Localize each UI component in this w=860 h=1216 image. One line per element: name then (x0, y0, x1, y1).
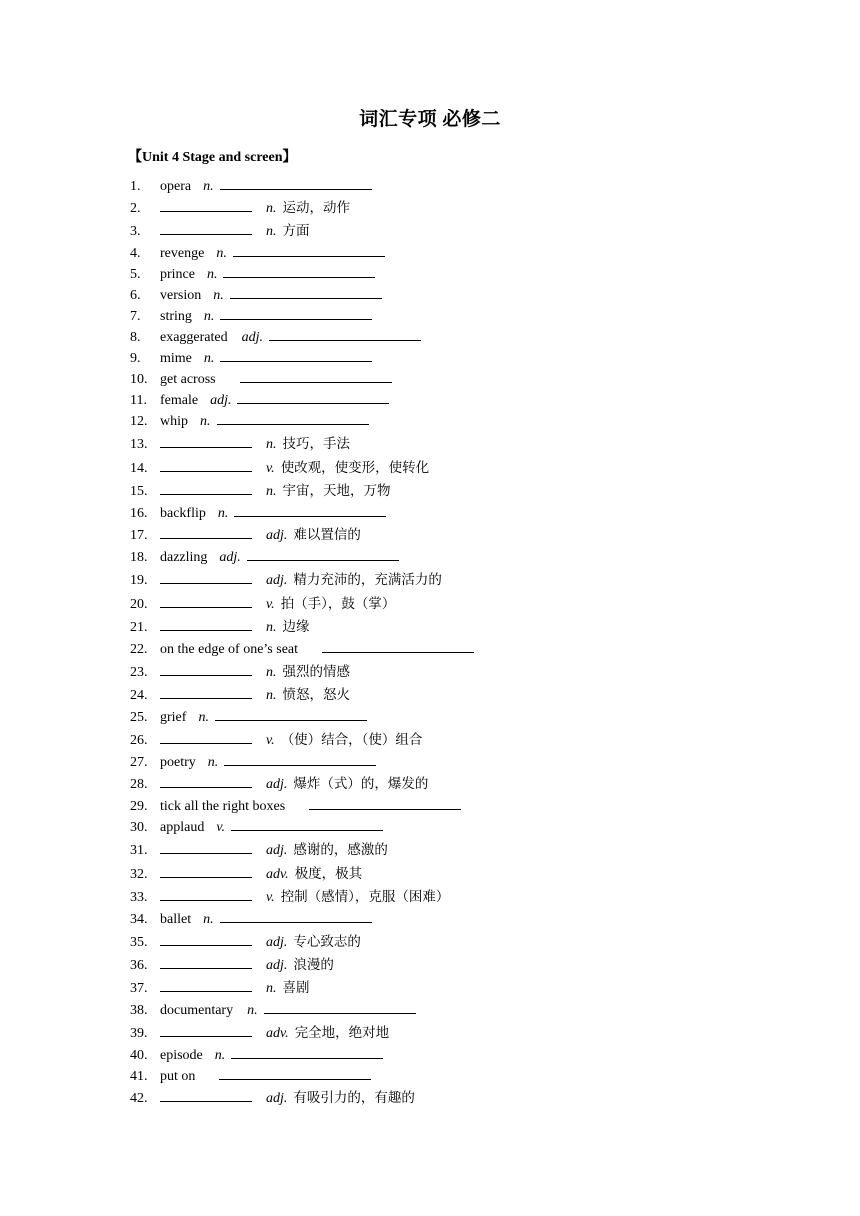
chinese-meaning: 专心致志的 (293, 934, 361, 950)
part-of-speech: n. (266, 620, 277, 635)
answer-blank[interactable] (160, 944, 252, 946)
vocab-item (130, 886, 830, 909)
part-of-speech: n. (203, 179, 214, 194)
part-of-speech: adj. (266, 843, 288, 858)
vocab-word: episode (160, 1048, 203, 1063)
part-of-speech: n. (203, 351, 215, 366)
chinese-meaning: 精力充沛的，充满活力的 (293, 572, 442, 588)
vocab-item (130, 930, 830, 954)
vocab-word: get across (160, 372, 216, 387)
chinese-meaning: 拍（手），鼓（掌） (280, 596, 396, 612)
answer-blank[interactable] (224, 764, 376, 766)
vocab-word: prince (160, 267, 195, 282)
chinese-meaning: 有吸引力的，有趣的 (293, 1090, 415, 1106)
answer-blank[interactable] (220, 921, 372, 923)
chinese-meaning: （使）结合，（使）组合 (280, 732, 423, 748)
answer-blank[interactable] (220, 318, 372, 320)
vocab-item (130, 1087, 830, 1110)
item-number: 42. (130, 1091, 148, 1106)
part-of-speech: adj. (219, 550, 241, 565)
item-number: 14. (130, 461, 148, 476)
chinese-meaning: 喜剧 (282, 980, 310, 996)
item-number: 21. (130, 620, 148, 635)
item-number: 2. (130, 201, 141, 216)
item-number: 22. (130, 642, 148, 657)
item-number: 13. (130, 437, 148, 452)
vocab-item (130, 456, 830, 480)
answer-blank[interactable] (160, 470, 252, 472)
part-of-speech: adv. (266, 867, 289, 882)
vocab-item (130, 243, 830, 264)
answer-blank[interactable] (160, 537, 252, 539)
answer-blank[interactable] (217, 423, 369, 425)
chinese-meaning: 强烈的情感 (282, 664, 350, 680)
vocab-item (130, 796, 830, 817)
vocabulary-list (130, 176, 830, 1110)
answer-blank[interactable] (233, 255, 385, 257)
answer-blank[interactable] (160, 210, 252, 212)
part-of-speech: adj. (210, 393, 232, 408)
item-number: 12. (130, 414, 148, 429)
answer-blank[interactable] (160, 582, 252, 584)
vocab-item (130, 862, 830, 886)
item-number: 7. (130, 309, 141, 324)
part-of-speech: v. (266, 890, 275, 905)
vocab-word: revenge (160, 246, 205, 261)
item-number: 5. (130, 267, 141, 282)
item-number: 25. (130, 710, 148, 725)
item-number: 11. (130, 393, 147, 408)
vocab-word: poetry (160, 755, 196, 770)
part-of-speech: v. (216, 820, 226, 835)
vocab-item (130, 616, 830, 639)
chinese-meaning: 运动，动作 (282, 200, 350, 216)
item-number: 28. (130, 777, 148, 792)
vocab-item (130, 547, 830, 568)
item-number: 24. (130, 688, 148, 703)
vocab-item (130, 752, 830, 773)
vocab-word: version (160, 288, 202, 303)
vocab-item (130, 285, 830, 306)
vocab-item (130, 817, 830, 838)
vocab-item (130, 660, 830, 684)
vocab-word: backflip (160, 506, 206, 521)
vocab-word: grief (160, 710, 187, 725)
part-of-speech: n. (206, 267, 218, 282)
answer-blank[interactable] (231, 1057, 383, 1059)
vocab-item (130, 728, 830, 752)
answer-blank[interactable] (231, 829, 383, 831)
part-of-speech: adj. (266, 528, 288, 543)
answer-blank[interactable] (247, 559, 399, 561)
part-of-speech: n. (266, 437, 277, 452)
answer-blank[interactable] (160, 990, 252, 992)
answer-blank[interactable] (160, 233, 252, 235)
part-of-speech: adj. (266, 777, 288, 792)
item-number: 16. (130, 506, 148, 521)
vocab-item (130, 773, 830, 796)
chinese-meaning: 宇宙，天地，万物 (282, 483, 391, 499)
item-number: 23. (130, 665, 148, 680)
item-number: 32. (130, 867, 148, 882)
chinese-meaning: 难以置信的 (293, 527, 361, 543)
vocab-item (130, 909, 830, 930)
vocab-item (130, 954, 830, 977)
item-number: 8. (130, 330, 141, 345)
vocab-word: mime (160, 351, 192, 366)
chinese-meaning: 控制（感情），克服（困难） (280, 889, 450, 905)
item-number: 18. (130, 550, 148, 565)
item-number: 36. (130, 958, 148, 973)
answer-blank[interactable] (269, 339, 421, 341)
vocab-word: put on (160, 1069, 196, 1084)
vocab-item (130, 327, 830, 348)
vocab-item (130, 369, 830, 390)
vocab-item (130, 503, 830, 524)
item-number: 6. (130, 288, 141, 303)
part-of-speech: n. (207, 755, 219, 770)
item-number: 15. (130, 484, 148, 499)
answer-blank[interactable] (219, 1078, 371, 1080)
vocab-item (130, 684, 830, 707)
vocab-word: tick all the right boxes (160, 799, 286, 814)
answer-blank[interactable] (160, 674, 252, 676)
part-of-speech: v. (266, 461, 275, 476)
item-number: 37. (130, 981, 148, 996)
vocab-item (130, 838, 830, 862)
part-of-speech: n. (266, 201, 277, 216)
vocab-word: opera (160, 179, 192, 194)
chinese-meaning: 技巧，手法 (282, 436, 350, 452)
answer-blank[interactable] (223, 276, 375, 278)
item-number: 20. (130, 597, 148, 612)
vocab-item (130, 480, 830, 503)
vocab-word: ballet (160, 912, 192, 927)
answer-blank[interactable] (160, 899, 252, 901)
chinese-meaning: 边缘 (282, 619, 310, 635)
part-of-speech: n. (247, 1003, 258, 1018)
item-number: 3. (130, 224, 141, 239)
item-number: 1. (130, 179, 141, 194)
vocab-item (130, 1000, 830, 1021)
item-number: 10. (130, 372, 148, 387)
item-number: 27. (130, 755, 148, 770)
answer-blank[interactable] (160, 876, 252, 878)
vocab-item (130, 197, 830, 220)
vocab-item (130, 977, 830, 1000)
item-number: 30. (130, 820, 148, 835)
vocab-item (130, 432, 830, 456)
chinese-meaning: 浪漫的 (293, 957, 334, 973)
answer-blank[interactable] (240, 381, 392, 383)
answer-blank[interactable] (160, 852, 252, 854)
chinese-meaning: 使改观，使变形，使转化 (280, 460, 430, 476)
part-of-speech: n. (200, 414, 211, 429)
vocab-item (130, 348, 830, 369)
vocab-word: string (160, 309, 192, 324)
item-number: 33. (130, 890, 148, 905)
item-number: 35. (130, 935, 148, 950)
vocab-word: documentary (160, 1003, 234, 1018)
part-of-speech: n. (216, 246, 227, 261)
part-of-speech: n. (213, 288, 224, 303)
answer-blank[interactable] (160, 742, 252, 744)
answer-blank[interactable] (160, 697, 252, 699)
answer-blank[interactable] (215, 719, 367, 721)
part-of-speech: n. (266, 665, 277, 680)
chinese-meaning: 完全地，绝对地 (294, 1025, 390, 1041)
vocab-word: dazzling (160, 550, 208, 565)
page-title: 词汇专项 必修二 (359, 109, 501, 130)
answer-blank[interactable] (230, 297, 382, 299)
answer-blank[interactable] (160, 493, 252, 495)
answer-blank[interactable] (264, 1012, 416, 1014)
item-number: 26. (130, 733, 148, 748)
chinese-meaning: 感谢的，感激的 (293, 842, 388, 858)
item-number: 39. (130, 1026, 148, 1041)
item-number: 41. (130, 1069, 148, 1084)
item-number: 34. (130, 912, 148, 927)
vocab-word: exaggerated (160, 330, 228, 345)
part-of-speech: adj. (266, 958, 288, 973)
part-of-speech: adj. (266, 1091, 288, 1106)
item-number: 38. (130, 1003, 148, 1018)
vocab-item (130, 568, 830, 592)
vocab-item (130, 639, 830, 660)
chinese-meaning: 爆炸（式）的，爆发的 (293, 776, 429, 792)
part-of-speech: n. (266, 688, 277, 703)
vocab-item (130, 1045, 830, 1066)
part-of-speech: n. (214, 1048, 226, 1063)
part-of-speech: n. (198, 710, 209, 725)
answer-blank[interactable] (220, 360, 372, 362)
part-of-speech: adj. (241, 330, 264, 345)
answer-blank[interactable] (160, 446, 252, 448)
item-number: 17. (130, 528, 148, 543)
answer-blank[interactable] (237, 402, 389, 404)
answer-blank[interactable] (309, 808, 461, 810)
vocab-word: applaud (160, 820, 205, 835)
item-number: 40. (130, 1048, 148, 1063)
part-of-speech: n. (203, 309, 215, 324)
vocab-item (130, 390, 830, 411)
answer-blank[interactable] (220, 188, 372, 190)
part-of-speech: v. (266, 733, 275, 748)
part-of-speech: n. (203, 912, 214, 927)
item-number: 4. (130, 246, 141, 261)
answer-blank[interactable] (234, 515, 386, 517)
answer-blank[interactable] (160, 1100, 252, 1102)
vocab-item (130, 1066, 830, 1087)
part-of-speech: v. (266, 597, 275, 612)
part-of-speech: n. (266, 484, 277, 499)
item-number: 19. (130, 573, 148, 588)
chinese-meaning: 方面 (282, 223, 310, 239)
vocab-item (130, 524, 830, 547)
answer-blank[interactable] (160, 786, 252, 788)
item-number: 31. (130, 843, 148, 858)
vocab-item (130, 707, 830, 728)
vocab-item (130, 176, 830, 197)
item-number: 9. (130, 351, 141, 366)
vocab-item (130, 306, 830, 327)
answer-blank[interactable] (160, 629, 252, 631)
answer-blank[interactable] (160, 967, 252, 969)
chinese-meaning: 极度，极其 (294, 866, 363, 882)
vocab-item (130, 592, 830, 616)
part-of-speech: n. (266, 224, 277, 239)
part-of-speech: adv. (266, 1026, 289, 1041)
part-of-speech: adj. (266, 935, 288, 950)
vocab-item (130, 264, 830, 285)
vocab-word: female (160, 393, 199, 408)
vocab-word: whip (160, 414, 188, 429)
vocab-item (130, 220, 830, 243)
unit-heading: 【Unit 4 Stage and screen】 (128, 150, 297, 165)
item-number: 29. (130, 799, 148, 814)
answer-blank[interactable] (160, 606, 252, 608)
answer-blank[interactable] (322, 651, 474, 653)
part-of-speech: adj. (266, 573, 288, 588)
vocab-word: on the edge of one’s seat (160, 642, 299, 657)
vocab-item (130, 411, 830, 432)
chinese-meaning: 愤怒，怒火 (282, 687, 350, 703)
answer-blank[interactable] (160, 1035, 252, 1037)
part-of-speech: n. (217, 506, 229, 521)
part-of-speech: n. (266, 981, 277, 996)
vocab-item (130, 1021, 830, 1045)
